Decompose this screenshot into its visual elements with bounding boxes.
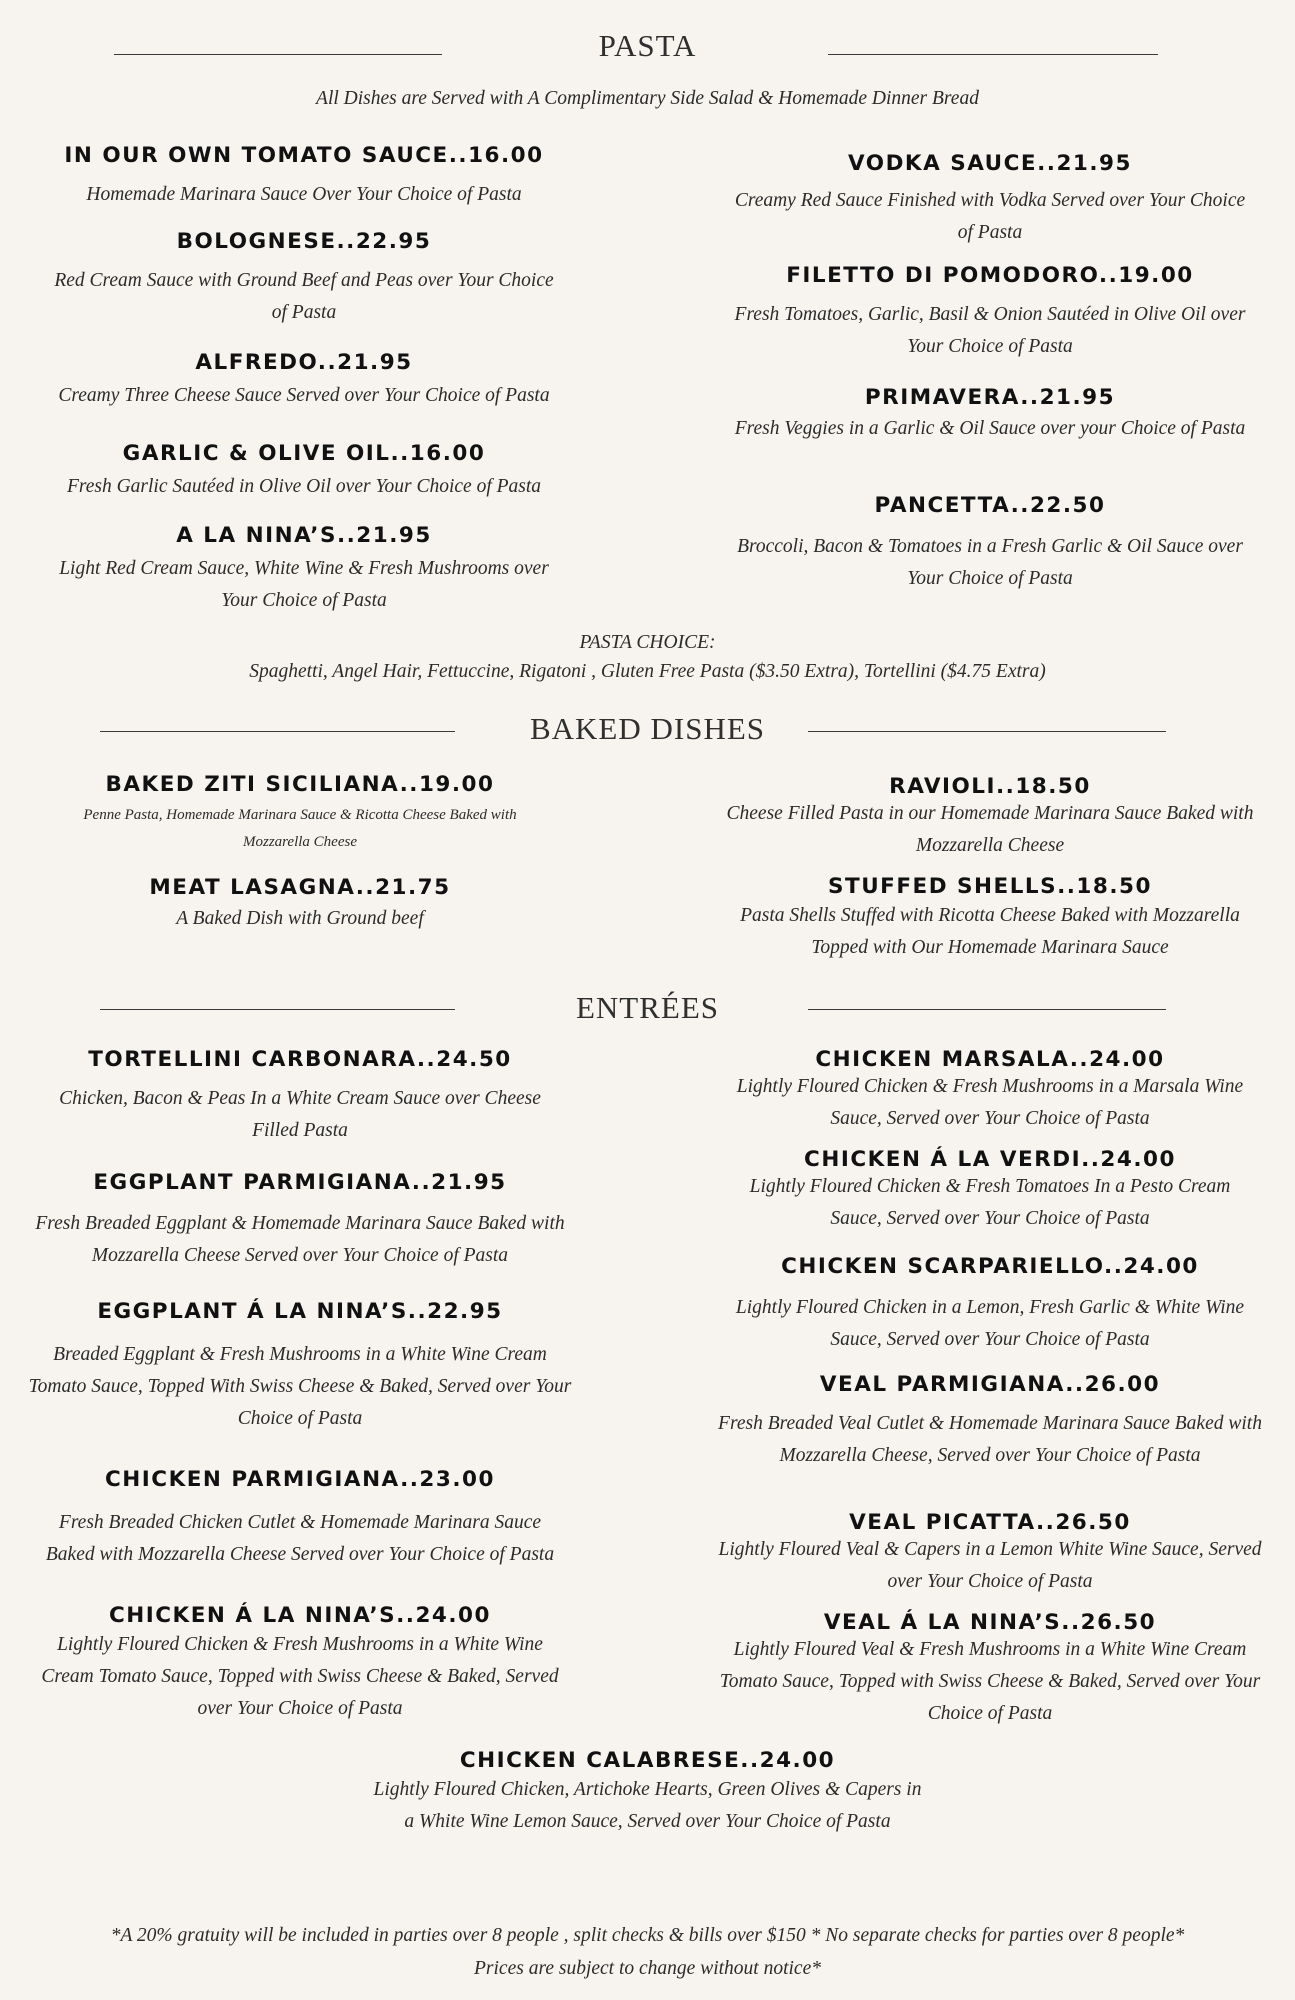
dish-description: Fresh Garlic Sautéed in Olive Oil over Your Choice of Pasta [66, 476, 542, 497]
pasta-choice-label: PASTA CHOICE: [579, 632, 716, 653]
menu-item [350, 1746, 945, 1838]
dish-description: Fresh Breaded Veal Cutlet & Homemade Marinara Sauce Baked with Mozzarella Cheese, Served over Your Choice of Pasta [718, 1413, 1262, 1466]
dish-description: Lightly Floured Chicken & Fresh Mushrooms in a White Wine Cream Tomato Sauce, Topped with Swiss Cheese & Baked, Served over Your Choice of Pasta [41, 1634, 559, 1719]
dish-name: PANCETTA..22.50 [874, 493, 1106, 518]
dish-description: Creamy Red Sauce Finished with Vodka Served over Your Choice of Pasta [734, 190, 1246, 243]
dish-description: Lightly Floured Chicken & Fresh Tomatoes In a Pesto Cream Sauce, Served over Your Choice of Pasta [749, 1176, 1231, 1229]
pasta-choice-list: Spaghetti, Angel Hair, Fettuccine, Rigatoni , Gluten Free Pasta ($3.50 Extra), Tortellini ($4.75 Extra) [249, 661, 1046, 682]
dish-description: Broccoli, Bacon & Tomatoes in a Fresh Garlic & Oil Sauce over Your Choice of Pasta [737, 536, 1243, 589]
dish-description: Fresh Veggies in a Garlic & Oil Sauce over your Choice of Pasta [734, 418, 1246, 439]
dish-name: CHICKEN MARSALA..24.00 [815, 1047, 1165, 1072]
section-title-pasta: PASTA [598, 28, 697, 63]
dish-description: Fresh Tomatoes, Garlic, Basil & Onion Sautéed in Olive Oil over Your Choice of Pasta [734, 304, 1246, 357]
dish-description: Cheese Filled Pasta in our Homemade Marinara Sauce Baked with Mozzarella Cheese [726, 803, 1254, 856]
dish-name: IN OUR OWN TOMATO SAUCE..16.00 [64, 143, 544, 168]
dish-name: CHICKEN Á LA VERDI..24.00 [804, 1147, 1176, 1172]
dish-description: Lightly Floured Veal & Fresh Mushrooms in a White Wine Cream Tomato Sauce, Topped with Swiss Cheese & Baked, Served over Your Choice of Pasta [719, 1639, 1261, 1724]
dish-name: STUFFED SHELLS..18.50 [828, 874, 1152, 899]
dish-name: TORTELLINI CARBONARA..24.50 [88, 1047, 512, 1072]
dish-name: EGGPLANT Á LA NINA’S..22.95 [97, 1299, 503, 1324]
dish-description: Fresh Breaded Eggplant & Homemade Marinara Sauce Baked with Mozzarella Cheese Served over Your Choice of Pasta [35, 1213, 565, 1266]
dish-name: EGGPLANT PARMIGIANA..21.95 [93, 1170, 507, 1195]
dish-description: A Baked Dish with Ground beef [176, 908, 424, 929]
dish-description: Fresh Breaded Chicken Cutlet & Homemade Marinara Sauce Baked with Mozzarella Cheese Served over Your Choice of Pasta [45, 1512, 555, 1565]
dish-name: A LA NINA’S..21.95 [176, 523, 432, 548]
price-notice: Prices are subject to change without notice* [474, 1958, 821, 1979]
section-title-baked: BAKED DISHES [529, 711, 766, 746]
dish-description: Chicken, Bacon & Peas In a White Cream Sauce over Cheese Filled Pasta [59, 1088, 541, 1141]
dish-description: Light Red Cream Sauce, White Wine & Fresh Mushrooms over Your Choice of Pasta [59, 558, 549, 611]
dish-description: Lightly Floured Veal & Capers in a Lemon White Wine Sauce, Served over Your Choice of Pasta [718, 1539, 1262, 1592]
dish-name: CHICKEN CALABRESE..24.00 [459, 1748, 836, 1773]
dish-name: RAVIOLI..18.50 [889, 774, 1091, 799]
dish-name: CHICKEN SCARPARIELLO..24.00 [781, 1254, 1199, 1279]
dish-name: BOLOGNESE..22.95 [176, 229, 432, 254]
dish-description: Breaded Eggplant & Fresh Mushrooms in a White Wine Cream Tomato Sauce, Topped With Swiss Cheese & Baked, Served over Your Choice of Pasta [28, 1344, 572, 1429]
dish-name: BAKED ZITI SICILIANA..19.00 [105, 772, 495, 797]
dish-description: Red Cream Sauce with Ground Beef and Peas over Your Choice of Pasta [54, 270, 554, 323]
dish-description: Penne Pasta, Homemade Marinara Sauce & Ricotta Cheese Baked with Mozzarella Cheese [83, 807, 517, 850]
dish-description: Lightly Floured Chicken in a Lemon, Fresh Garlic & White Wine Sauce, Served over Your Choice of Pasta [735, 1297, 1245, 1350]
dish-name: GARLIC & OLIVE OIL..16.00 [122, 441, 486, 466]
dish-name: PRIMAVERA..21.95 [864, 385, 1116, 410]
gratuity-notice: *A 20% gratuity will be included in parties over 8 people , split checks & bills over $150 * No separate checks for parties over 8 people* [110, 1925, 1185, 1946]
section-title-entrees: ENTRÉES [575, 990, 720, 1025]
dish-name: ALFREDO..21.95 [195, 350, 413, 375]
dish-description: Lightly Floured Chicken & Fresh Mushrooms in a Marsala Wine Sauce, Served over Your Choice of Pasta [736, 1076, 1244, 1129]
dish-name: VODKA SAUCE..21.95 [848, 151, 1132, 176]
dish-description: Lightly Floured Chicken, Artichoke Hearts, Green Olives & Capers in a White Wine Lemon Sauce, Served over Your Choice of Pasta [373, 1779, 922, 1832]
pasta-subtitle: All Dishes are Served with A Complimentary Side Salad & Homemade Dinner Bread [316, 88, 979, 109]
dish-name: VEAL PICATTA..26.50 [849, 1510, 1131, 1535]
dish-name: FILETTO DI POMODORO..19.00 [786, 263, 1194, 288]
dish-name: VEAL Á LA NINA’S..26.50 [823, 1610, 1157, 1635]
entrees-center-item [350, 0, 945, 1880]
dish-description: Pasta Shells Stuffed with Ricotta Cheese Baked with Mozzarella Topped with Our Homemade Marinara Sauce [740, 905, 1240, 958]
dish-description: Homemade Marinara Sauce Over Your Choice of Pasta [86, 184, 522, 205]
dish-description: Creamy Three Cheese Sauce Served over Your Choice of Pasta [58, 385, 550, 406]
dish-name: VEAL PARMIGIANA..26.00 [819, 1372, 1161, 1397]
dish-name: CHICKEN Á LA NINA’S..24.00 [109, 1603, 491, 1628]
dish-name: CHICKEN PARMIGIANA..23.00 [105, 1467, 495, 1492]
dish-name: MEAT LASAGNA..21.75 [149, 875, 451, 900]
